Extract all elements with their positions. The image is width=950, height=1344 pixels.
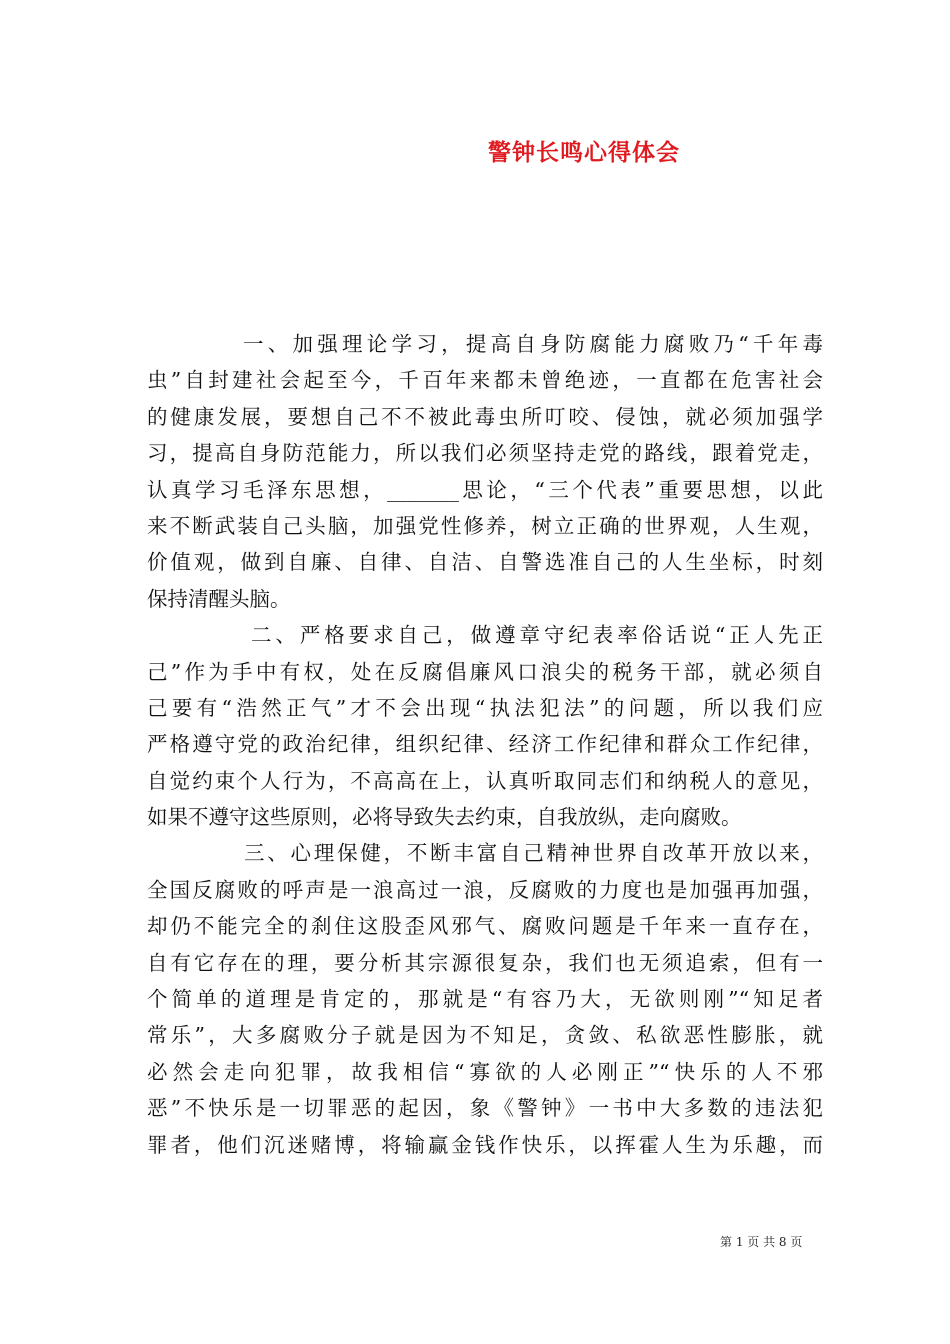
document-title: 警钟长鸣心得体会	[488, 139, 680, 166]
text-line: 来不断武装自己头脑，加强党性修养，树立正确的世界观，人生观，	[147, 513, 823, 538]
text-line: 虫”自封建社会起至今，千百年来都未曾绝迹，一直都在危害社会	[147, 368, 823, 393]
text-line: 却仍不能完全的刹住这股歪风邪气、腐败问题是千年来一直存在，	[147, 914, 823, 939]
text-line: 己要有“浩然正气”才不会出现“执法犯法”的问题，所以我们应	[147, 695, 823, 720]
text-line: 认真学习毛泽东思想，_______思论，“三个代表”重要思想，以此	[147, 477, 823, 502]
text-line: 自觉约束个人行为，不高高在上，认真听取同志们和纳税人的意见，	[147, 768, 823, 793]
text-line: 常乐”，大多腐败分子就是因为不知足，贪敛、私欲恶性膨胀，就	[147, 1023, 823, 1048]
text-line: 自有它存在的理，要分析其宗源很复杂，我们也无须追索，但有一	[147, 950, 823, 975]
text-line: 罪者，他们沉迷赌博，将输赢金钱作快乐，以挥霍人生为乐趣，而	[147, 1132, 823, 1157]
text-line: 全国反腐败的呼声是一浪高过一浪，反腐败的力度也是加强再加强，	[147, 877, 823, 902]
paragraph-2	[147, 617, 823, 835]
text-line: 二、严格要求自己，做遵章守纪表率俗话说“正人先正	[251, 623, 823, 648]
text-line: 如果不遵守这些原则，必将导致失去约束，自我放纵，走向腐败。	[147, 805, 742, 830]
text-line: 价值观，做到自廉、自律、自洁、自警选准自己的人生坐标，时刻	[147, 550, 823, 575]
text-line: 必然会走向犯罪，故我相信“寡欲的人必刚正”“快乐的人不邪	[147, 1059, 823, 1084]
text-line: 的健康发展，要想自己不不被此毒虫所叮咬、侵蚀，就必须加强学	[147, 404, 823, 429]
text-line: 恶”不快乐是一切罪恶的起因，象《警钟》一书中大多数的违法犯	[147, 1096, 823, 1121]
paragraph-1	[147, 326, 823, 617]
page-number-footer: 第 1 页 共 8 页	[720, 1235, 803, 1249]
text-line: 三、心理保健，不断丰富自己精神世界自改革开放以来，	[244, 841, 823, 866]
text-line: 习，提高自身防范能力，所以我们必须坚持走党的路线，跟着党走，	[147, 441, 823, 466]
text-line: 一、加强理论学习，提高自身防腐能力腐败乃“千年毒	[243, 332, 823, 356]
text-line: 保持清醒头脑。	[147, 586, 291, 611]
text-line: 个简单的道理是肯定的，那就是“有容乃大，无欲则刚”“知足者	[147, 987, 823, 1012]
text-line: 严格遵守党的政治纪律，组织纪律、经济工作纪律和群众工作纪律，	[147, 732, 823, 757]
paragraph-3	[147, 835, 823, 1163]
document-body	[147, 326, 823, 1163]
text-line: 己”作为手中有权，处在反腐倡廉风口浪尖的税务干部，就必须自	[147, 659, 823, 684]
